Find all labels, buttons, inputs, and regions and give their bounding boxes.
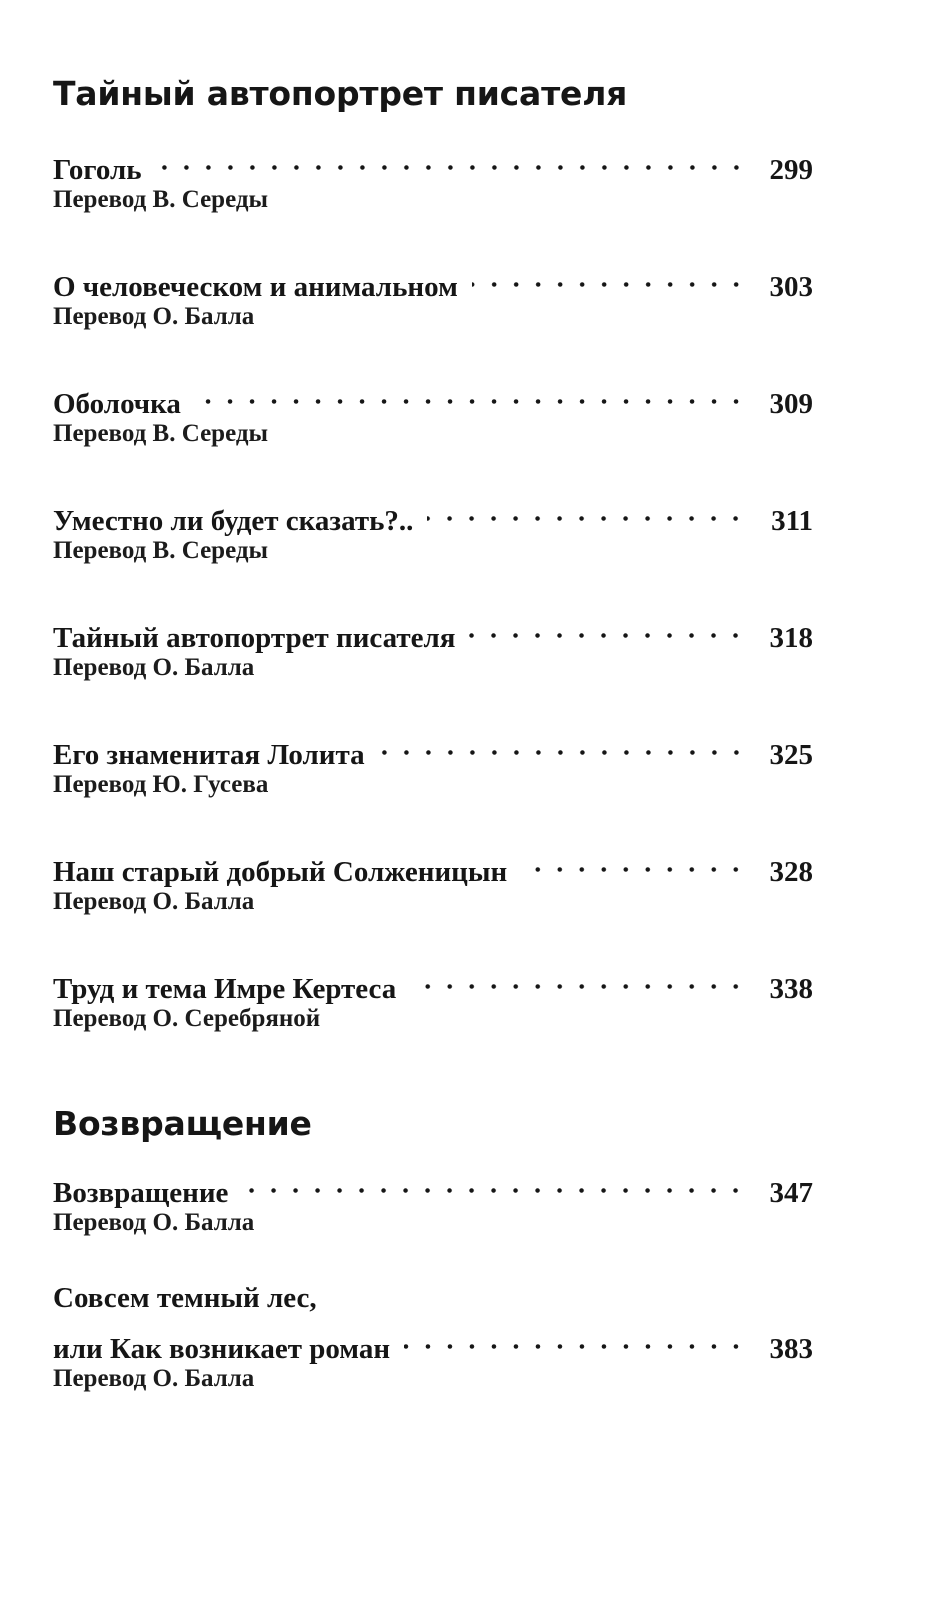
entry-title: или Как возникает роман	[53, 1333, 391, 1365]
section-title: Возвращение	[53, 1104, 312, 1143]
entry-page-number: 309	[769, 388, 813, 420]
entry-translator: Перевод Ю. Гусева	[53, 771, 269, 798]
dot-leader	[379, 728, 747, 764]
entry-page-number: 303	[769, 271, 813, 303]
entry-title: Его знаменитая Лолита	[53, 739, 365, 771]
section-title: Тайный автопортрет писателя	[53, 74, 628, 113]
dot-leader	[472, 260, 747, 296]
dot-leader	[410, 962, 747, 998]
toc-section	[53, 1104, 813, 1144]
dot-leader	[427, 494, 747, 530]
toc-entry[interactable]	[53, 143, 813, 215]
toc-entry[interactable]	[53, 260, 813, 332]
toc-entry[interactable]	[53, 728, 813, 800]
entry-translator: Перевод В. Середы	[53, 537, 269, 564]
dot-leader	[195, 377, 747, 413]
table-of-contents-page	[53, 0, 813, 1600]
entry-translator: Перевод О. Серебряной	[53, 1005, 321, 1032]
toc-entry[interactable]	[53, 494, 813, 566]
entry-page-number: 338	[769, 973, 813, 1005]
entry-page-number: 325	[769, 739, 813, 771]
entry-title: Тайный автопортрет писателя	[53, 622, 456, 654]
entry-translator: Перевод О. Балла	[53, 654, 255, 681]
entry-title-line1: Совсем темный лес,	[53, 1282, 317, 1314]
toc-entry[interactable]	[53, 1280, 813, 1394]
dot-leader	[156, 143, 747, 179]
entry-translator: Перевод О. Балла	[53, 303, 255, 330]
entry-title: Возвращение	[53, 1177, 229, 1209]
toc-entry[interactable]	[53, 1166, 813, 1238]
entry-title: Наш старый добрый Солженицын	[53, 856, 508, 888]
dot-leader	[242, 1166, 747, 1202]
toc-section	[53, 74, 813, 114]
entry-page-number: 328	[769, 856, 813, 888]
toc-entry[interactable]	[53, 377, 813, 449]
entry-title: О человеческом и анимальном	[53, 271, 458, 303]
dot-leader	[469, 611, 747, 647]
entry-page-number: 311	[771, 505, 813, 537]
entry-page-number: 299	[769, 154, 813, 186]
entry-translator: Перевод О. Балла	[53, 1365, 255, 1392]
entry-translator: Перевод О. Балла	[53, 888, 255, 915]
entry-page-number: 318	[769, 622, 813, 654]
dot-leader	[521, 845, 747, 881]
entry-translator: Перевод О. Балла	[53, 1209, 255, 1236]
entry-page-number: 383	[769, 1333, 813, 1365]
dot-leader	[404, 1322, 747, 1358]
toc-entry[interactable]	[53, 845, 813, 917]
toc-entry[interactable]	[53, 611, 813, 683]
entry-translator: Перевод В. Середы	[53, 420, 269, 447]
entry-page-number: 347	[769, 1177, 813, 1209]
toc-entry[interactable]	[53, 962, 813, 1034]
entry-title: Оболочка	[53, 388, 181, 420]
entry-title: Уместно ли будет сказать?..	[53, 505, 414, 537]
entry-translator: Перевод В. Середы	[53, 186, 269, 213]
entry-title: Гоголь	[53, 154, 142, 186]
entry-title: Труд и тема Имре Кертеса	[53, 973, 397, 1005]
